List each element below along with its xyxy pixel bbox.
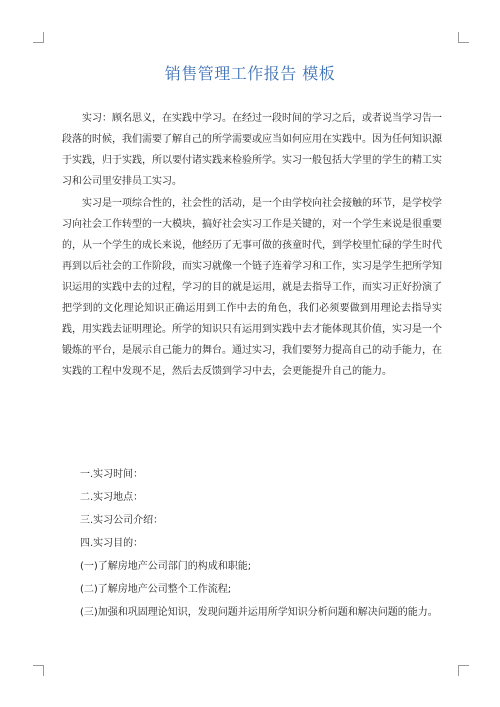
document-body: [62, 108, 442, 383]
crop-mark-bottom-left: [33, 665, 44, 676]
list-item: 三.实习公司介绍：: [80, 515, 164, 526]
list-item: (一)了解房地产公司部门的构成和职能;: [80, 561, 252, 572]
crop-mark-top-left: [33, 32, 44, 43]
list-item: 二.实习地点：: [80, 492, 144, 503]
list-item: 一.实习时间：: [80, 469, 144, 480]
outline-list: [62, 463, 452, 624]
paragraph: 实习：顾名思义，在实践中学习。在经过一段时间的学习之后，或者说当学习告一段落的时候，我们需要了解自己的所学需要或应当如何应用在实践中。因为任何知识源于实践，归于实践，所以要付诸实践来检验所学。实习一般包括大学里的学生的精工实习和公司里安排员工实习。: [62, 113, 442, 187]
crop-mark-top-right: [458, 32, 469, 43]
crop-mark-bottom-right: [458, 665, 469, 676]
document-title: 销售管理工作报告 模板: [164, 64, 336, 83]
list-item: (三)加强和巩固理论知识，发现问题并运用所学知识分析问题和解决问题的能力。: [80, 607, 438, 618]
list-item: (二)了解房地产公司整个工作流程;: [80, 584, 232, 595]
list-item: 四.实习目的：: [80, 538, 144, 549]
paragraph: 实习是一项综合性的，社会性的活动，是一个由学校向社会接触的环节，是学校学习向社会工作转型的一大模块，搞好社会实习工作是关键的，对一个学生来说是很重要的，从一个学生的成长来说，他经历了无事可做的孩童时代，到学校里忙碌的学生时代再到以后社会的工作阶段，而实习就像一个链子连着学习和工作，实习是学生把所学知识运用的实践中去的过程，学习的目的就是运用，就是去指导工作，而实习正好扮演了把学到的文化理论知识正确运用到工作中去的角色，我们必须要做到用理论去指导实践，用实践去证明理论。所学的知识只有运用到实践中去才能体现其价值，实习是一个锻炼的平台，是展示自己能力的舞台。通过实习，我们要努力提高自己的动手能力，在实践的工程中发现不足，然后去反馈到学习中去，会更能提升自己的能力。: [62, 198, 442, 377]
